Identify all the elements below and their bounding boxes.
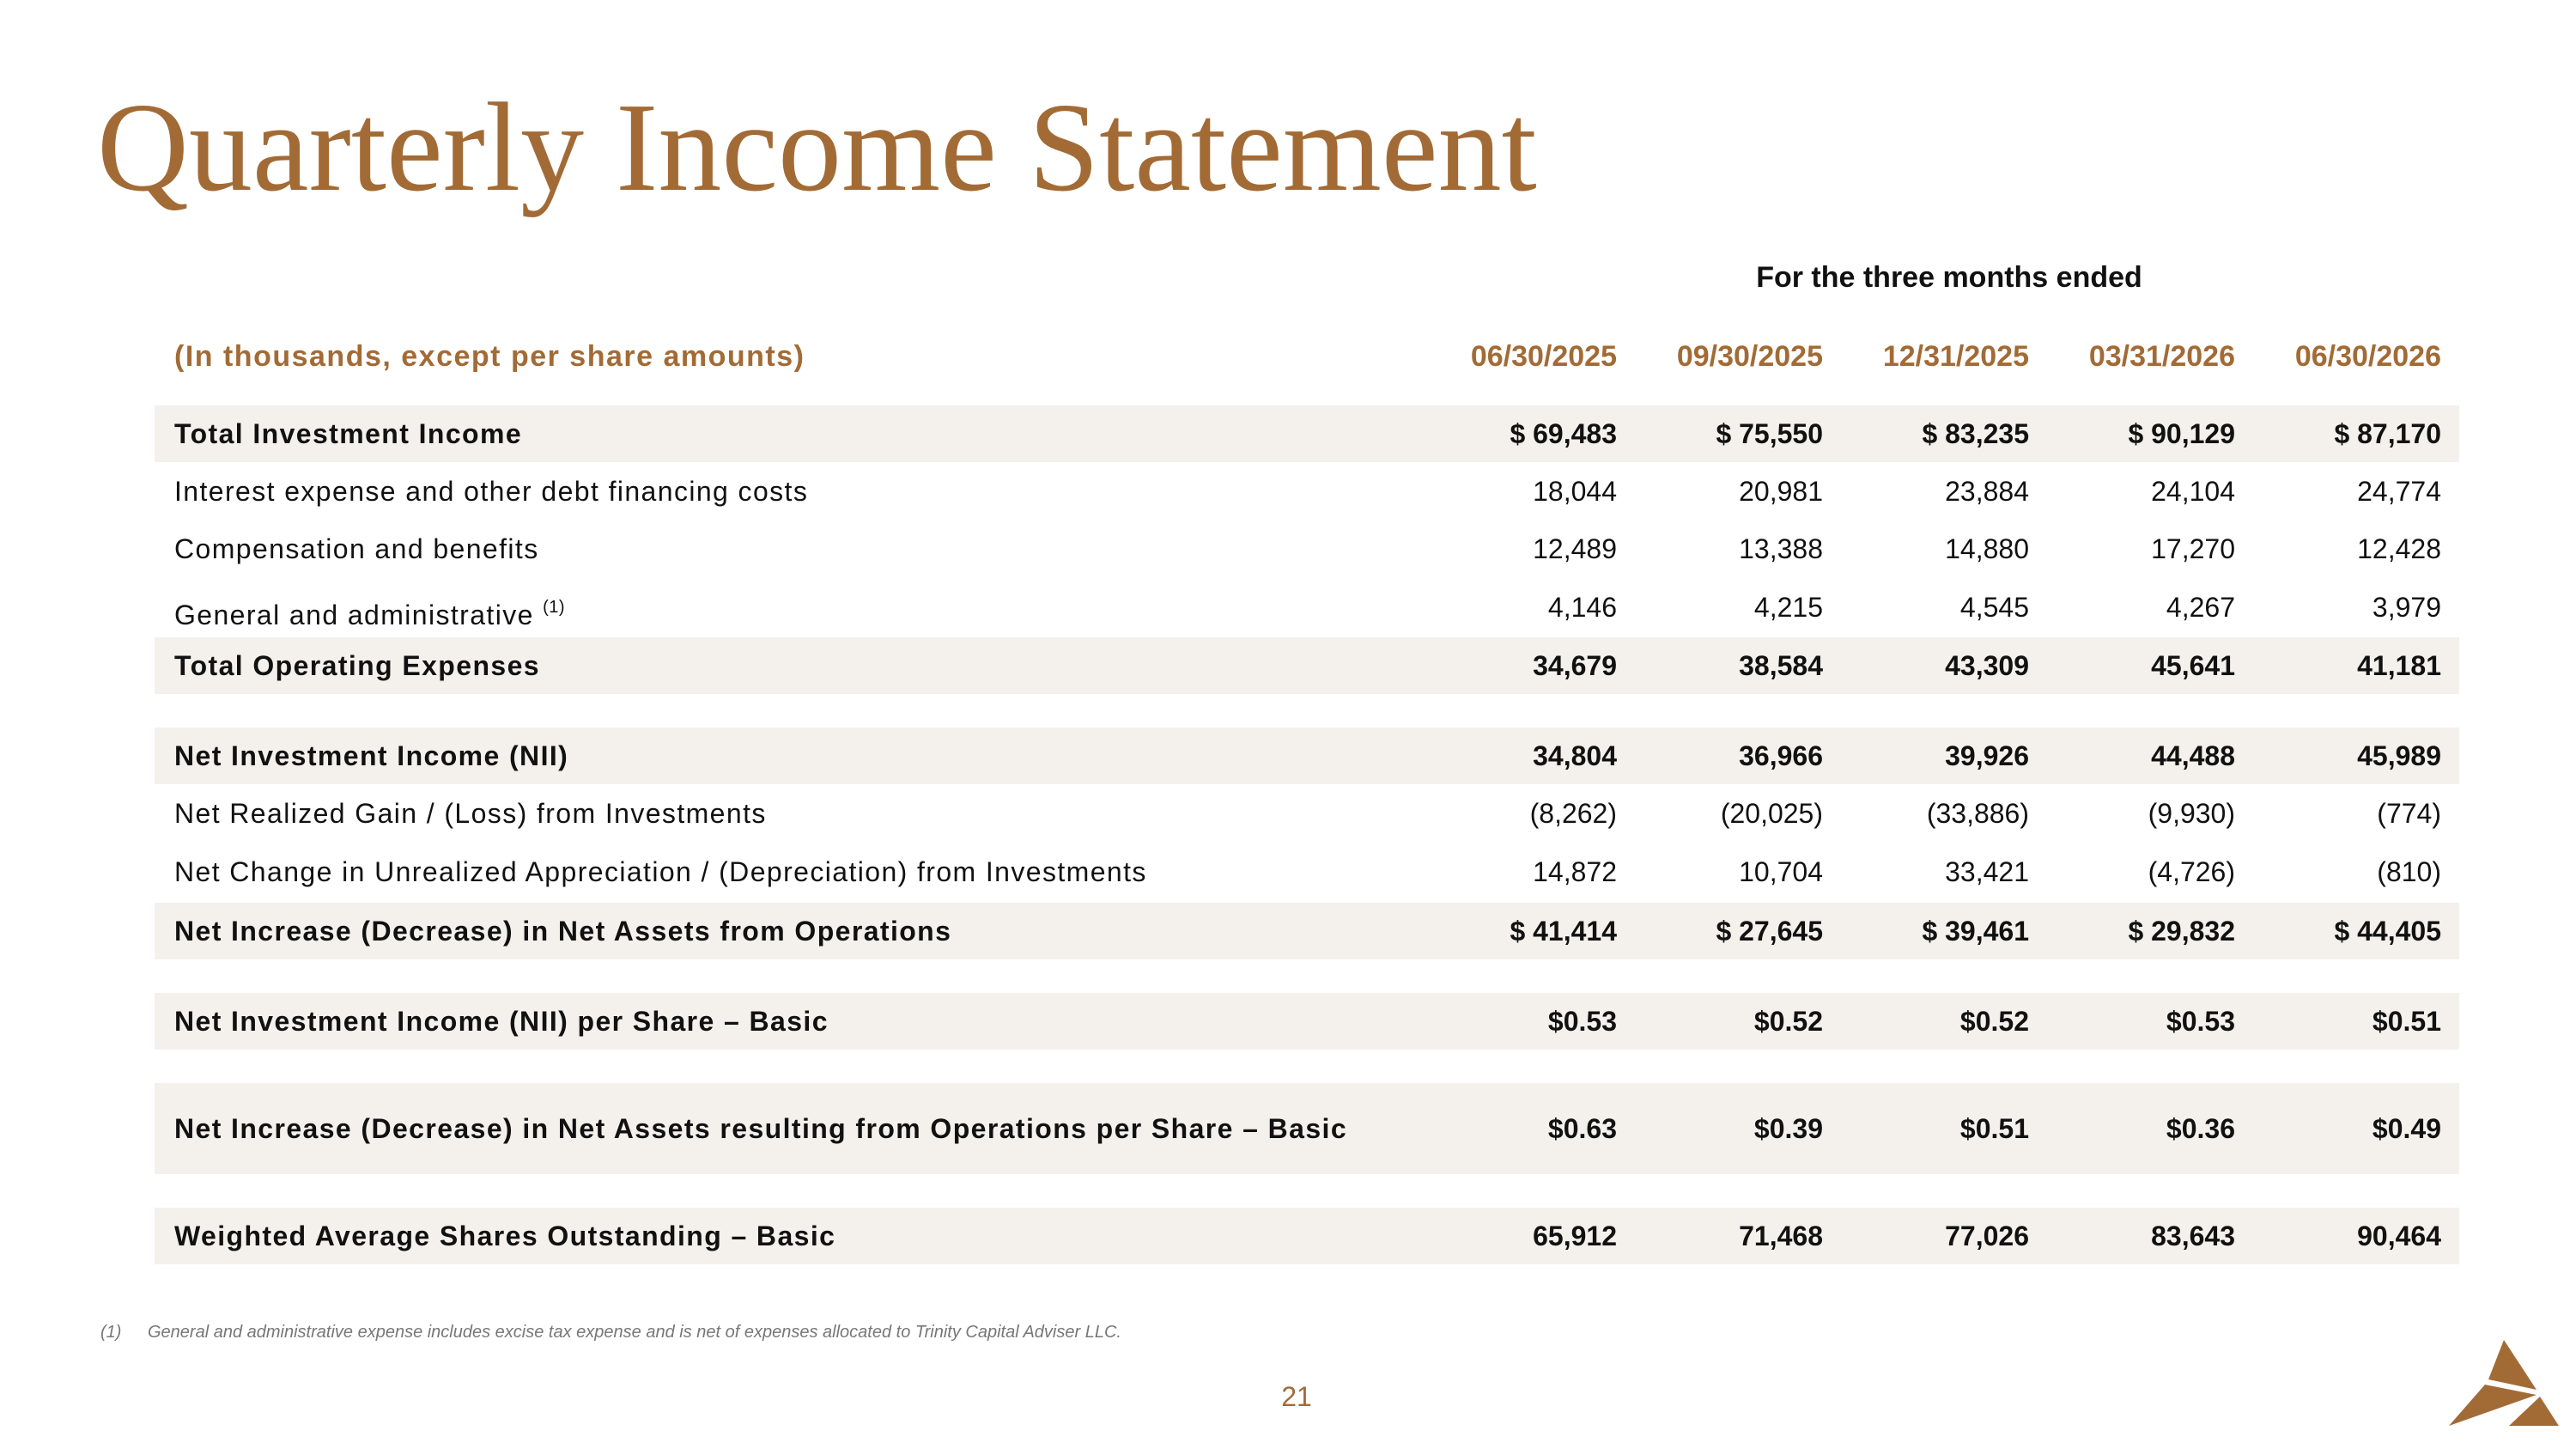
- footnote-marker: (1): [100, 1323, 122, 1342]
- row-value: $ 44,405: [2334, 916, 2441, 947]
- row-value: 44,488: [2151, 740, 2235, 771]
- row-value: 24,774: [2357, 476, 2441, 507]
- row-value: 18,044: [1533, 476, 1617, 507]
- row-value: 3,979: [2372, 592, 2441, 623]
- column-header: 09/30/2025: [1676, 340, 1823, 373]
- table-row: [0, 1100, 2576, 1157]
- row-value: 14,880: [1945, 533, 2029, 564]
- row-value: $0.51: [1959, 1113, 2029, 1144]
- row-value: 17,270: [2151, 533, 2235, 564]
- row-value: 34,679: [1533, 650, 1617, 681]
- footnote-reference: (1): [543, 598, 566, 617]
- row-value: 90,464: [2357, 1221, 2441, 1251]
- row-value: 33,421: [1945, 856, 2029, 887]
- footnote: [100, 1323, 1121, 1342]
- row-value: $ 83,235: [1922, 418, 2029, 449]
- row-value: 36,966: [1739, 740, 1823, 771]
- column-header: 06/30/2025: [1470, 340, 1617, 373]
- row-label: Weighted Average Shares Outstanding – Basic: [174, 1221, 836, 1251]
- row-value: (4,726): [2148, 856, 2235, 887]
- row-value: (774): [2377, 798, 2441, 829]
- row-value: $ 39,461: [1922, 916, 2029, 947]
- unit-label: (In thousands, except per share amounts): [174, 340, 805, 373]
- row-value: $0.52: [1959, 1006, 2029, 1037]
- row-value: $0.49: [2372, 1113, 2441, 1144]
- row-value: 77,026: [1945, 1221, 2029, 1251]
- row-label: Interest expense and other debt financing costs: [174, 476, 809, 507]
- row-value: 20,981: [1739, 476, 1823, 507]
- row-value: 34,804: [1533, 740, 1617, 771]
- footnote-text: General and administrative expense includes excise tax expense and is net of expenses allocated to Trinity Capital Adviser LLC.: [148, 1323, 1121, 1342]
- row-value: 23,884: [1945, 476, 2029, 507]
- row-value: 45,989: [2357, 740, 2441, 771]
- row-value: 4,215: [1753, 592, 1823, 623]
- row-value: $ 69,483: [1510, 418, 1617, 449]
- row-value: (9,930): [2148, 798, 2235, 829]
- row-label-text: General and administrative: [174, 600, 534, 630]
- row-value: 13,388: [1739, 533, 1823, 564]
- table-row: [0, 1208, 2576, 1264]
- row-value: $0.51: [2372, 1006, 2441, 1037]
- table-row: [0, 903, 2576, 959]
- column-header: 03/31/2026: [2088, 340, 2235, 373]
- row-value: $0.63: [1547, 1113, 1617, 1144]
- table-row: [0, 579, 2576, 636]
- row-value: (8,262): [1529, 798, 1617, 829]
- row-value: $0.53: [1547, 1006, 1617, 1037]
- row-value: 43,309: [1945, 650, 2029, 681]
- row-label: Net Increase (Decrease) in Net Assets resulting from Operations per Share – Basic: [174, 1113, 1348, 1144]
- row-value: 4,545: [1959, 592, 2029, 623]
- table-row: [0, 405, 2576, 462]
- row-value: $0.53: [2166, 1006, 2235, 1037]
- row-value: 71,468: [1739, 1221, 1823, 1251]
- row-value: 12,428: [2357, 533, 2441, 564]
- table-row: [0, 463, 2576, 520]
- row-label: Net Realized Gain / (Loss) from Investments: [174, 798, 767, 829]
- row-value: 12,489: [1533, 533, 1617, 564]
- row-label: [174, 579, 565, 643]
- row-value: 41,181: [2357, 650, 2441, 681]
- table-row: [0, 843, 2576, 900]
- table-row: [0, 637, 2576, 694]
- row-label: Net Investment Income (NII) per Share – Basic: [174, 1006, 829, 1037]
- row-value: $ 75,550: [1716, 418, 1823, 449]
- row-value: $0.52: [1753, 1006, 1823, 1037]
- row-value: (33,886): [1926, 798, 2029, 829]
- page-title: Quarterly Income Statement: [97, 77, 1537, 218]
- row-label: Total Operating Expenses: [174, 650, 540, 681]
- row-value: 45,641: [2151, 650, 2235, 681]
- column-header: 12/31/2025: [1882, 340, 2029, 373]
- row-value: $ 90,129: [2128, 418, 2235, 449]
- row-value: $ 41,414: [1510, 916, 1617, 947]
- column-header: 06/30/2026: [2294, 340, 2441, 373]
- row-label: Net Increase (Decrease) in Net Assets from Operations: [174, 916, 952, 947]
- row-label: Compensation and benefits: [174, 533, 539, 564]
- row-value: (810): [2377, 856, 2441, 887]
- row-label: Net Investment Income (NII): [174, 740, 569, 771]
- row-value: 4,267: [2166, 592, 2235, 623]
- row-value: 38,584: [1739, 650, 1823, 681]
- row-value: 39,926: [1945, 740, 2029, 771]
- row-value: 65,912: [1533, 1221, 1617, 1251]
- table-row: [0, 521, 2576, 577]
- row-value: (20,025): [1720, 798, 1823, 829]
- row-value: 83,643: [2151, 1221, 2235, 1251]
- table-row: [0, 728, 2576, 784]
- row-value: $0.39: [1753, 1113, 1823, 1144]
- row-value: $ 87,170: [2334, 418, 2441, 449]
- row-value: 24,104: [2151, 476, 2235, 507]
- table-row: [0, 785, 2576, 842]
- row-value: $0.36: [2166, 1113, 2235, 1144]
- row-label: Net Change in Unrealized Appreciation / (Depreciation) from Investments: [174, 856, 1147, 887]
- row-value: $ 29,832: [2128, 916, 2235, 947]
- page-number: 21: [1281, 1381, 1312, 1412]
- table-row: [0, 993, 2576, 1050]
- row-value: 10,704: [1739, 856, 1823, 887]
- row-label: Total Investment Income: [174, 418, 523, 449]
- triangle-logo-icon: [2449, 1340, 2559, 1428]
- row-value: 14,872: [1533, 856, 1617, 887]
- period-header: For the three months ended: [1756, 261, 2142, 294]
- row-value: $ 27,645: [1716, 916, 1823, 947]
- row-value: 4,146: [1547, 592, 1617, 623]
